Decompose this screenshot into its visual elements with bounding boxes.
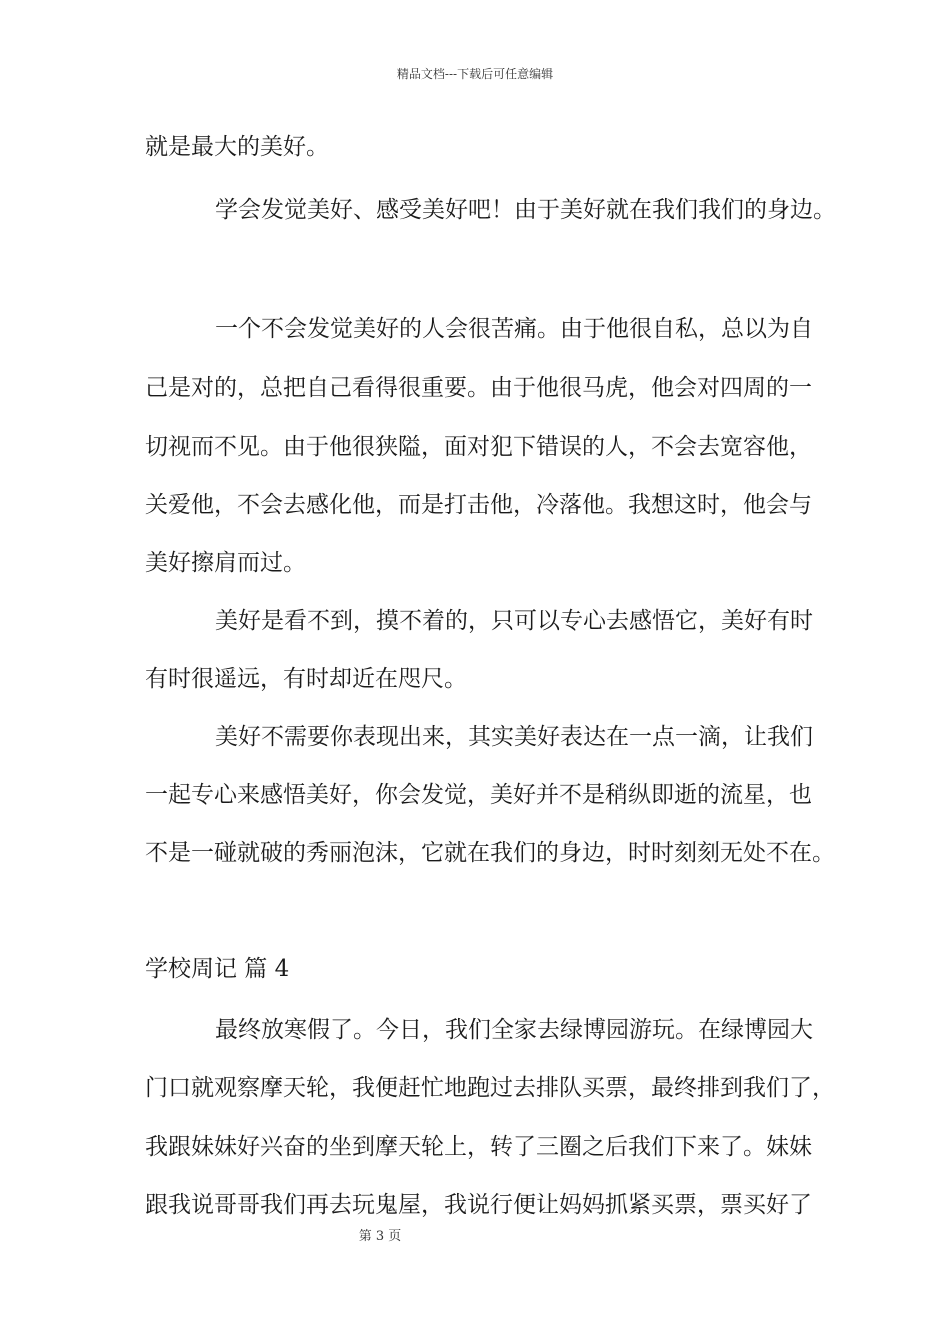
paragraph-line: 美好是看不到，摸不着的，只可以专心去感悟它，美好有时: [215, 608, 813, 634]
paragraph-line: 美好不需要你表现出来，其实美好表达在一点一滴，让我们: [215, 724, 813, 750]
paragraph-line: 最终放寒假了。今日，我们全家去绿博园游玩。在绿博园大: [215, 1017, 813, 1043]
paragraph-line: 不是一碰就破的秀丽泡沫，它就在我们的身边，时时刻刻无处不在。: [145, 840, 835, 866]
paragraph-line: 切视而不见。由于他很狭隘，面对犯下错误的人，不会去宽容他，: [145, 434, 812, 460]
document-body: [145, 132, 835, 1220]
paragraph-line: 一起专心来感悟美好，你会发觉，美好并不是稍纵即逝的流星，也: [145, 782, 812, 808]
paragraph-line: 跟我说哥哥我们再去玩鬼屋，我说行便让妈妈抓紧买票，票买好了: [145, 1192, 812, 1218]
paragraph-line: 关爱他，不会去感化他，而是打击他，冷落他。我想这时，他会与: [145, 492, 812, 518]
paragraph-line: 我跟妹妹好兴奋的坐到摩天轮上，转了三圈之后我们下来了。妹妹: [145, 1134, 812, 1160]
section-title: 学校周记 篇 4: [145, 956, 290, 982]
paragraph-line: 己是对的，总把自己看得很重要。由于他很马虎，他会对四周的一: [145, 375, 812, 401]
paragraph-line: 就是最大的美好。: [145, 134, 329, 160]
paragraph-line: 学会发觉美好、感受美好吧！由于美好就在我们我们的身边。: [215, 197, 836, 223]
paragraph-line: 门口就观察摩天轮，我便赶忙地跑过去排队买票，最终排到我们了，: [145, 1075, 835, 1101]
page-number: 第 3 页: [358, 1229, 402, 1244]
paragraph-line: 美好擦肩而过。: [145, 550, 306, 576]
paragraph-line: 一个不会发觉美好的人会很苦痛。由于他很自私，总以为自: [215, 316, 813, 342]
page-header: 精品文档---下载后可任意编辑: [396, 67, 554, 81]
paragraph-line: 有时很遥远，有时却近在咫尺。: [145, 666, 467, 692]
